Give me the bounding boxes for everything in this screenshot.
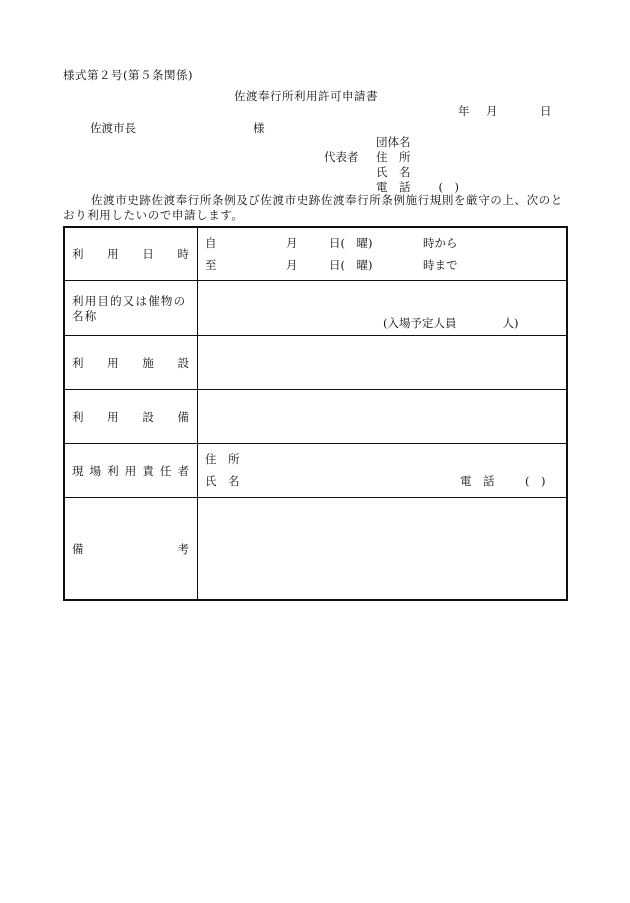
- usage-datetime-label-cell: [64, 227, 198, 281]
- equipment-field[interactable]: [198, 390, 568, 444]
- application-table: [63, 226, 568, 601]
- manager-address-label: 住 所: [205, 452, 240, 466]
- remarks-field[interactable]: [198, 498, 568, 601]
- from-day-weekday-label: 日( 曜): [329, 236, 373, 250]
- representative-label: 代表者: [324, 150, 359, 164]
- to-time-suffix: 時まで: [423, 258, 458, 272]
- purpose-label: 利用目的又は催物の名称: [72, 294, 187, 323]
- date-day-label: 日: [540, 104, 552, 118]
- table-row: [64, 390, 567, 444]
- purpose-field[interactable]: [198, 281, 568, 336]
- form-title: 佐渡奉行所利用許可申請書: [234, 89, 378, 103]
- from-month-label: 月: [286, 236, 298, 250]
- applicant-phone-parens: ( ): [438, 180, 459, 194]
- form-number: 様式第２号(第５条関係): [63, 68, 193, 82]
- applicant-address-label: 住 所: [376, 150, 411, 164]
- usage-datetime-label: 利 用 日 時: [72, 247, 189, 261]
- honorific: 様: [253, 121, 265, 135]
- usage-datetime-field[interactable]: [198, 227, 568, 281]
- to-prefix: 至: [205, 258, 217, 272]
- purpose-label-cell: [64, 281, 198, 336]
- applicant-phone-label: 電 話: [376, 180, 411, 194]
- table-row: [64, 498, 567, 601]
- facility-label-cell: [64, 336, 198, 390]
- onsite-manager-label: 現 場 利 用 責 任 者: [72, 463, 189, 478]
- remarks-label-cell: [64, 498, 198, 601]
- table-row: [64, 227, 567, 281]
- manager-phone-label: 電 話: [460, 474, 495, 488]
- onsite-manager-label-cell: [64, 444, 198, 498]
- remarks-label: 備 考: [72, 541, 189, 556]
- date-year-label: 年: [458, 104, 470, 118]
- attendance-label: (入場予定人員 人): [383, 316, 519, 330]
- facility-label: 利 用 施 設: [72, 355, 189, 370]
- from-prefix: 自: [205, 236, 217, 250]
- applicant-org-name-label: 団体名: [376, 135, 411, 149]
- facility-field[interactable]: [198, 336, 568, 390]
- equipment-label-cell: [64, 390, 198, 444]
- from-time-suffix: 時から: [423, 236, 458, 250]
- manager-name-label: 氏 名: [205, 474, 240, 488]
- applicant-name-label: 氏 名: [376, 165, 411, 179]
- onsite-manager-field[interactable]: [198, 444, 568, 498]
- manager-phone-parens: ( ): [525, 474, 546, 488]
- equipment-label: 利 用 設 備: [72, 409, 189, 424]
- table-row: [64, 444, 567, 498]
- table-row: [64, 281, 567, 336]
- addressee: 佐渡市長: [90, 121, 136, 135]
- applicant-block: [376, 135, 459, 195]
- to-month-label: 月: [286, 258, 298, 272]
- to-day-weekday-label: 日( 曜): [329, 258, 373, 272]
- table-row: [64, 336, 567, 390]
- application-statement: 佐渡市史跡佐渡奉行所条例及び佐渡市史跡佐渡奉行所条例施行規則を厳守の上、次のとおり利用したいので申請します。: [63, 193, 563, 222]
- date-month-label: 月: [486, 104, 498, 118]
